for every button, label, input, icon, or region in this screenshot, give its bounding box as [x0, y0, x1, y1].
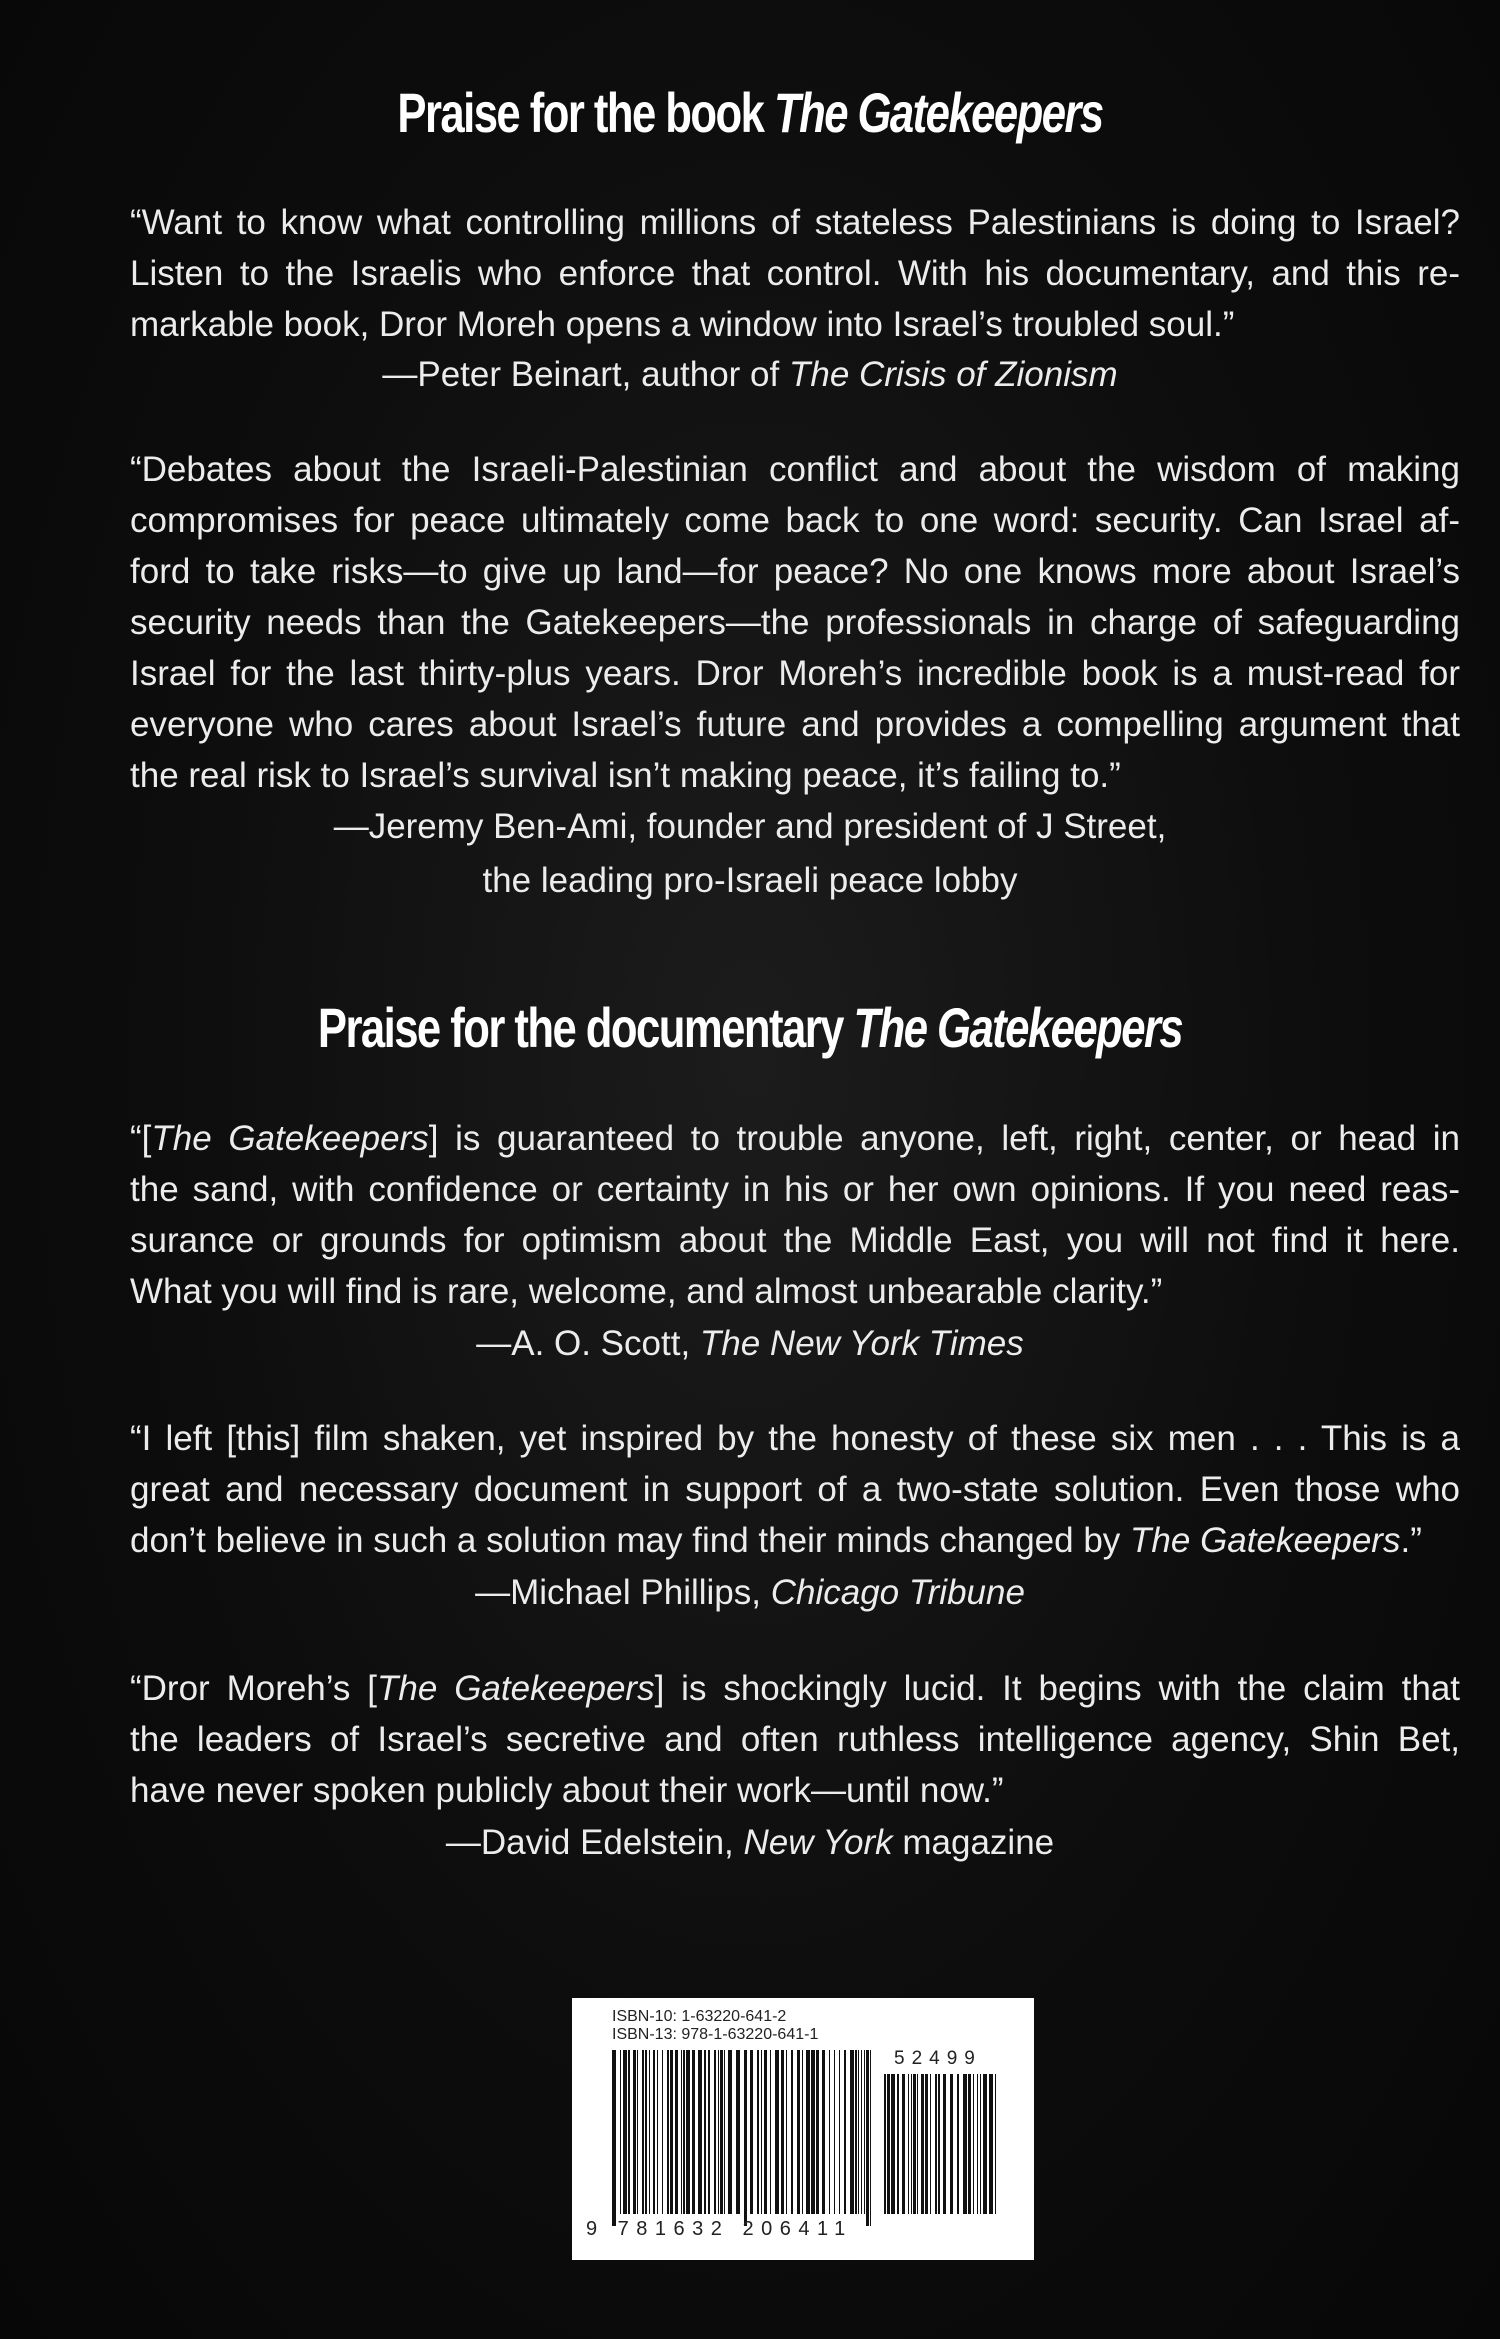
- barcode-bar: [761, 2050, 762, 2214]
- barcode-bar: [887, 2074, 890, 2214]
- barcode-digits: 9 781632 206411: [586, 2218, 853, 2240]
- barcode-bar: [911, 2074, 912, 2214]
- attribution-work: New York: [743, 1823, 893, 1862]
- edelstein-quote: [130, 1663, 1460, 1816]
- barcode-bar: [714, 2050, 716, 2214]
- barcode-bar: [816, 2050, 819, 2214]
- barcode-bar: [925, 2074, 928, 2214]
- barcode-bar: [989, 2074, 993, 2214]
- barcode-bar: [957, 2074, 959, 2214]
- barcode-bar: [921, 2074, 924, 2214]
- price-code: 52499: [894, 2048, 982, 2069]
- barcode-bar: [930, 2074, 931, 2214]
- barcode-bar: [943, 2074, 946, 2214]
- attribution-text: —David Edelstein,: [445, 1823, 744, 1862]
- book-praise-heading: [165, 80, 1335, 145]
- price-barcode-bars: [884, 2074, 1002, 2226]
- quote-line: the sand, with confidence or certainty in his or her own opinions. If you need reas-: [130, 1170, 1460, 1209]
- quote-line: Israel for the last thirty-plus years. Dror Moreh’s incredible book is a must-read for: [130, 654, 1460, 693]
- phillips-quote: [130, 1413, 1460, 1566]
- barcode-bar: [718, 2050, 719, 2214]
- barcode-bar: [864, 2050, 865, 2214]
- book-praise-heading-title: The Gatekeepers: [773, 81, 1103, 144]
- quote-text: ] is shockingly lucid. It begins with the claim that: [654, 1669, 1461, 1708]
- barcode-bar: [698, 2050, 702, 2214]
- barcode-bar: [728, 2050, 732, 2214]
- quote-line: great and necessary document in support of a two-state solution. Even those who: [130, 1470, 1460, 1509]
- barcode-bar: [861, 2050, 862, 2214]
- quote-line: the leaders of Israel’s secretive and often ruthless intelligence agency, Shin Bet,: [130, 1720, 1460, 1759]
- attribution-text: —Michael Phillips,: [475, 1573, 771, 1612]
- barcode-bar: [806, 2050, 810, 2214]
- barcode-bar: [708, 2050, 710, 2214]
- barcode-bar: [620, 2050, 621, 2214]
- barcode-bar: [736, 2050, 740, 2214]
- barcode-bar: [633, 2050, 636, 2214]
- barcode-bar: [913, 2074, 916, 2214]
- quote-title: The Gatekeepers: [377, 1669, 655, 1708]
- barcode-bar: [781, 2050, 784, 2214]
- barcode-bar: [829, 2050, 830, 2214]
- quote-text: ] is guaranteed to trouble anyone, left, right, center, or head in: [428, 1119, 1460, 1158]
- ean-barcode-bars: [612, 2050, 874, 2226]
- ben-ami-quote: [130, 444, 1460, 801]
- quote-line: security needs than the Gatekeepers—the professionals in charge of safeguarding: [130, 603, 1460, 642]
- barcode-bar: [662, 2050, 663, 2214]
- isbn-barcode: [572, 1998, 1034, 2260]
- barcode-bar: [653, 2050, 655, 2214]
- barcode-bar: [681, 2050, 682, 2214]
- quote-title: The Gatekeepers: [151, 1119, 429, 1158]
- barcode-bar: [623, 2050, 627, 2214]
- barcode-bar: [786, 2050, 787, 2214]
- barcode-bar: [645, 2050, 647, 2214]
- barcode-bar: [744, 2050, 747, 2226]
- attribution-work: Chicago Tribune: [770, 1573, 1025, 1612]
- quote-line: have never spoken publicly about their work—until now.”: [130, 1771, 1004, 1810]
- barcode-bar: [858, 2050, 859, 2214]
- quote-title: The Gatekeepers: [1130, 1521, 1401, 1560]
- quote-line: ford to take risks—to give up land—for peace? No one knows more about Israel’s: [130, 552, 1460, 591]
- barcode-bar: [950, 2074, 953, 2214]
- barcode-bar: [764, 2050, 767, 2214]
- attribution-text: magazine: [892, 1823, 1055, 1862]
- barcode-bar: [683, 2050, 685, 2214]
- barcode-bar: [637, 2050, 638, 2214]
- beinart-quote: [130, 197, 1460, 350]
- scott-attribution: [0, 1318, 1500, 1369]
- quote-text: “[: [130, 1119, 152, 1158]
- documentary-praise-heading: [165, 995, 1335, 1060]
- barcode-bar: [884, 2074, 886, 2214]
- quote-line: compromises for peace ultimately come back to one word: security. Can Israel af-: [130, 501, 1460, 540]
- attribution-text: —Jeremy Ben-Ami, founder and president of J Street,: [333, 807, 1167, 846]
- barcode-bar: [866, 2050, 869, 2226]
- quote-text: “Dror Moreh’s [: [130, 1669, 378, 1708]
- quote-line: “I left [this] film shaken, yet inspired by the honesty of these six men . . . This is a: [130, 1419, 1460, 1458]
- attribution-text: —Peter Beinart, author of: [382, 355, 789, 394]
- barcode-bar: [757, 2050, 759, 2214]
- barcode-bar: [935, 2074, 937, 2214]
- barcode-bar: [657, 2050, 658, 2214]
- edelstein-attribution: [0, 1817, 1500, 1868]
- barcode-bar: [844, 2050, 846, 2214]
- book-praise-heading-prefix: Praise for the book: [397, 81, 774, 144]
- quote-line: everyone who cares about Israel’s future and provides a compelling argument that: [130, 705, 1460, 744]
- quote-line: What you will find is rare, welcome, and almost unbearable clarity.”: [130, 1272, 1163, 1311]
- barcode-bar: [902, 2074, 905, 2214]
- barcode-bar: [963, 2074, 967, 2214]
- attribution-text: the leading pro-Israeli peace lobby: [482, 861, 1018, 900]
- barcode-bar: [834, 2050, 835, 2214]
- barcode-bar: [850, 2050, 854, 2214]
- barcode-bar: [917, 2074, 918, 2214]
- barcode-bar: [791, 2050, 793, 2214]
- barcode-bar: [720, 2050, 723, 2214]
- barcode-bar: [770, 2050, 771, 2214]
- beinart-attribution: [0, 349, 1500, 400]
- documentary-praise-heading-prefix: Praise for the documentary: [317, 996, 854, 1059]
- quote-line: “Want to know what controlling millions of stateless Palestinians is doing to Israel?: [130, 203, 1460, 242]
- scott-quote: [130, 1113, 1460, 1317]
- quote-text: don’t believe in such a solution may find their minds changed by: [130, 1521, 1131, 1560]
- barcode-bar: [724, 2050, 725, 2214]
- barcode-bar: [670, 2050, 673, 2214]
- barcode-bar: [870, 2050, 871, 2226]
- barcode-bar: [675, 2050, 678, 2214]
- attribution-text: —A. O. Scott,: [476, 1324, 700, 1363]
- barcode-bar: [968, 2074, 971, 2214]
- quote-line: [130, 1113, 1460, 1164]
- barcode-bar: [686, 2050, 690, 2214]
- quote-line: Listen to the Israelis who enforce that control. With his documentary, and this re-: [130, 254, 1460, 293]
- ben-ami-attribution-line1: [0, 801, 1500, 852]
- barcode-bar: [704, 2050, 706, 2214]
- attribution-work: The Crisis of Zionism: [788, 355, 1118, 394]
- documentary-praise-heading-title: The Gatekeepers: [853, 996, 1183, 1059]
- barcode-bar: [802, 2050, 803, 2214]
- quote-line: surance or grounds for optimism about the Middle East, you will not find it here.: [130, 1221, 1460, 1260]
- quote-text: .”: [1400, 1521, 1422, 1560]
- isbn13-text: ISBN-13: 978-1-63220-641-1: [612, 2026, 819, 2043]
- barcode-bar: [692, 2050, 695, 2214]
- barcode-bar: [822, 2050, 825, 2214]
- barcode-bar: [775, 2050, 779, 2214]
- barcode-bar: [628, 2050, 630, 2214]
- barcode-bar: [908, 2074, 909, 2214]
- barcode-bar: [811, 2050, 815, 2214]
- quote-line: the real risk to Israel’s survival isn’t making peace, it’s failing to.”: [130, 756, 1121, 795]
- barcode-bar: [839, 2050, 840, 2214]
- barcode-bar: [797, 2050, 800, 2214]
- attribution-work: The New York Times: [699, 1324, 1024, 1363]
- barcode-bar: [983, 2074, 987, 2214]
- barcode-bar: [977, 2074, 978, 2214]
- barcode-bar: [938, 2074, 940, 2214]
- barcode-bar: [973, 2074, 974, 2214]
- barcode-bar: [891, 2074, 895, 2214]
- isbn10-text: ISBN-10: 1-63220-641-2: [612, 2008, 787, 2025]
- barcode-bar: [667, 2050, 669, 2214]
- ben-ami-attribution-line2: [0, 855, 1500, 906]
- barcode-bar: [750, 2050, 753, 2214]
- barcode-bar: [649, 2050, 650, 2214]
- quote-line: markable book, Dror Moreh opens a window into Israel’s troubled soul.”: [130, 305, 1235, 344]
- barcode-bar: [642, 2050, 644, 2214]
- quote-line: [130, 1663, 1460, 1714]
- barcode-bar: [995, 2074, 996, 2214]
- barcode-bar: [855, 2050, 857, 2214]
- quote-line: [130, 1515, 1460, 1566]
- barcode-bar: [897, 2074, 899, 2214]
- barcode-bar: [612, 2050, 616, 2226]
- barcode-bar: [980, 2074, 981, 2214]
- phillips-attribution: [0, 1567, 1500, 1618]
- quote-line: “Debates about the Israeli-Palestinian conflict and about the wisdom of making: [130, 450, 1460, 489]
